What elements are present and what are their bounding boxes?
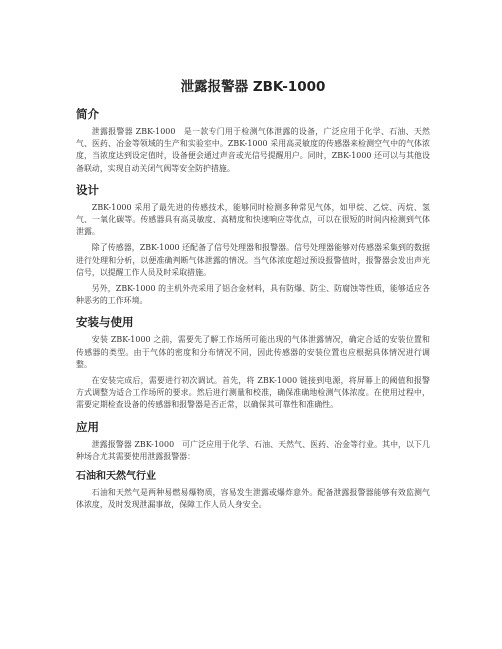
- design-paragraph-3: 另外，ZBK-1000 的主机外壳采用了铝合金材料，具有防爆、防尘、防腐蚀等性质，能够适应各种恶劣的工作环境。: [76, 284, 430, 306]
- oil-gas-paragraph: 石油和天然气是两种易燃易爆物质，容易发生泄露或爆炸意外。配备泄露报警器能够有效监测气体浓度，及时发现泄漏事故，保障工作人员人身安全。: [76, 488, 430, 510]
- install-paragraph-1: 安装 ZBK-1000 之前，需要先了解工作场所可能出现的气体泄露情况，确定合适的安装位置和传感器的类型。由于气体的密度和分布情况不同，因此传感器的安装位置也应根据具体情况进行调整。: [76, 335, 430, 369]
- section-heading-design: 设计: [76, 182, 99, 197]
- design-paragraph-2: 除了传感器，ZBK-1000 还配备了信号处理器和报警器。信号处理器能够对传感器采集到的数据进行处理和分析，以便准确判断气体泄露的情况。当气体浓度超过预设报警值时，报警器会发出声光信号，以提醒工作人员及时采取措施。: [76, 243, 430, 277]
- design-paragraph-1: ZBK-1000 采用了最先进的传感技术，能够同时检测多种常见气体，如甲烷、乙烷、丙烷、氢气、一氧化碳等。传感器具有高灵敏度、高精度和快速响应等优点，可以在很短的时间内检测到气体泄露。: [76, 202, 430, 237]
- application-paragraph: 泄露报警器 ZBK-1000 可广泛应用于化学、石油、天然气、医药、冶金等行业。其中，以下几种场合尤其需要使用泄露报警器：: [76, 439, 430, 461]
- section-heading-intro: 简介: [76, 107, 99, 121]
- subsection-heading-oil-gas: 石油和天然气行业: [76, 471, 156, 483]
- section-heading-install: 安装与使用: [76, 315, 134, 330]
- section-heading-application: 应用: [76, 419, 99, 434]
- document-title: 泄露报警器 ZBK-1000: [180, 79, 326, 95]
- install-paragraph-2: 在安装完成后，需要进行初次调试。首先，将 ZBK-1000 链接到电源，将屏幕上的阈值和报警方式调整为适合工作场所的要求。然后进行测量和校准，确保准确地检测气体浓度。在使用过程中，需要定期检查设备的传感器和报警器是否正常，以确保其可靠性和准确性。: [76, 376, 430, 410]
- intro-paragraph: 泄露报警器 ZBK-1000 是一款专门用于检测气体泄露的设备，广泛应用于化学、石油、天然气、医药、冶金等领域的生产和实验室中。ZBK-1000 采用高灵敏度的传感器来检测空气中的气体浓度，当浓度达到设定值时，设备便会通过声音或光信号提醒用户。同时，ZBK-1000 还可以与其他设备联动，实现自动关闭气阀等安全防护措施。: [76, 127, 430, 173]
